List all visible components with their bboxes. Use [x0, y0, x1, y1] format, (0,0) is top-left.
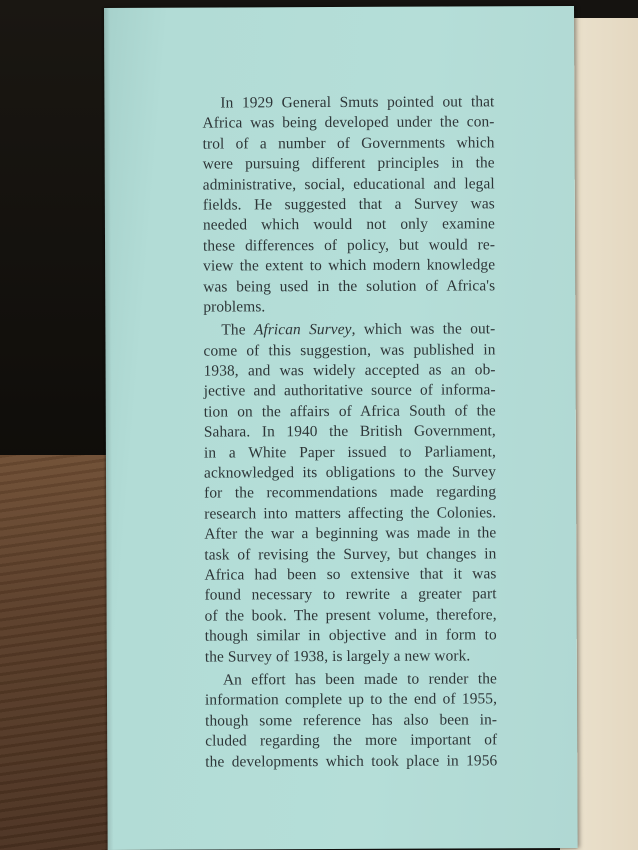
text-line: found necessary to rewrite a greater part: [204, 585, 497, 604]
text-line: problems.: [203, 298, 266, 316]
text-line: cluded regarding the more important of: [205, 731, 498, 750]
text-line: Africa had been so extensive that it was: [204, 565, 497, 584]
text-line: trol of a number of Governments which: [202, 134, 495, 153]
text-line: view the extent to which modern knowledge: [203, 256, 496, 275]
text-line: After the war a beginning was made in the: [204, 524, 497, 543]
text-line: [203, 320, 495, 342]
text-line: these differences of policy, but would re-: [203, 236, 496, 255]
text-line: acknowledged its obligations to the Survey: [203, 463, 497, 482]
text-line: An effort has been made to render the: [222, 670, 497, 689]
text-line: research into matters affecting the Colonies.: [204, 504, 497, 523]
text-line: fields. He suggested that a Survey was: [202, 195, 495, 214]
text-line: Sahara. In 1940 the British Government,: [203, 422, 496, 441]
text-line: 1938, and was widely accepted as an ob-: [203, 361, 496, 380]
text-line: in a White Paper issued to Parliament,: [203, 442, 496, 462]
text-line: the developments which took place in 1956: [205, 751, 498, 771]
text-line: task of revising the Survey, but changes in: [204, 544, 497, 564]
text-line: information complete up to the end of 1955,: [204, 690, 498, 709]
text-line: for the recommendations made regarding: [204, 483, 497, 502]
text-line: come of this suggestion, was published in: [203, 340, 496, 360]
text-line: tion on the affairs of Africa South of the: [203, 402, 496, 421]
dust-jacket-flap: [104, 6, 578, 850]
text-line: was being used in the solution of Africa's: [203, 276, 496, 296]
text-line: though some reference has also been in-: [205, 711, 498, 730]
book-title-italic: African Survey: [253, 321, 352, 339]
text-line: Africa was being developed under the con-: [202, 113, 495, 132]
text-line: needed which would not only examine: [202, 215, 495, 234]
text-line: of the book. The present volume, therefore,: [204, 606, 497, 625]
text-fragment: The: [221, 321, 254, 339]
text-line: jective and authoritative source of informa-: [203, 381, 496, 401]
text-line: administrative, social, educational and legal: [202, 174, 495, 194]
text-line: the Survey of 1938, is largely a new work.: [204, 646, 471, 666]
blurb-text: [202, 92, 497, 772]
text-line: though similar in objective and in form to: [204, 626, 497, 645]
text-fragment: , which was the out-: [351, 320, 496, 339]
text-line: In 1929 General Smuts pointed out that: [220, 93, 495, 112]
text-line: were pursuing different principles in the: [202, 154, 495, 173]
